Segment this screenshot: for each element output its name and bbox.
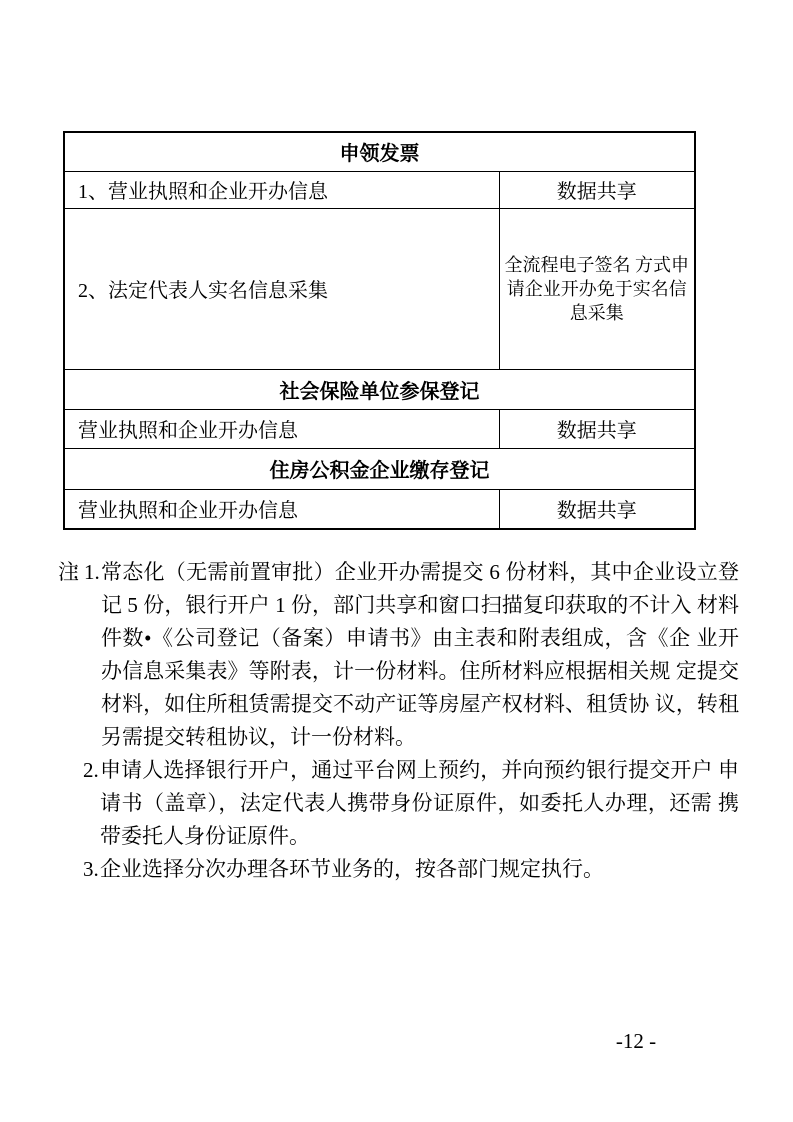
item-cell: 营业执照和企业开办信息 <box>64 489 499 529</box>
table-row <box>64 409 695 448</box>
note-text: 申请人选择银行开户，通过平台网上预约，并向预约银行提交开户 申请书（盖章），法定代表人携带身份证原件，如委托人办理，还需 携带委托人身份证原件。 <box>100 758 739 848</box>
note-item-2 <box>58 754 739 853</box>
notes-section <box>58 556 739 886</box>
table-row <box>64 208 695 369</box>
table-section-header-row <box>64 132 695 171</box>
table-row <box>64 489 695 529</box>
note-number: 1. <box>84 560 100 584</box>
note-text: 常态化（无需前置审批）企业开办需提交 6 份材料，其中企业设立登 记 5 份，银行开户 1 份，部门共享和窗口扫描复印获取的不计入 材料件数•《公司登记（备案）申请书》由主表和附表组成，含《企 业开办信息采集表》等附表，计一份材料。住所材料应根据相关规 定提交材料，如住所租赁需提交不动产证等房屋产权材料、租赁协 议，转租另需提交转租协议，计一份材料。 <box>101 560 739 749</box>
section-header-housing-fund: 住房公积金企业缴存登记 <box>64 448 695 489</box>
table-row <box>64 171 695 208</box>
note-label: 注： <box>58 560 84 584</box>
item-cell: 2、法定代表人实名信息采集 <box>64 208 499 369</box>
section-header-invoice: 申领发票 <box>64 132 695 171</box>
value-cell: 数据共享 <box>499 409 695 448</box>
note-number: 2. <box>83 758 99 782</box>
value-cell: 数据共享 <box>499 489 695 529</box>
section-header-social-insurance: 社会保险单位参保登记 <box>64 369 695 409</box>
page-number: -12 - <box>615 1029 657 1053</box>
note-text: 企业选择分次办理各环节业务的，按各部门规定执行。 <box>100 857 604 881</box>
table-section-header-row <box>64 369 695 409</box>
note-item-3 <box>58 853 739 886</box>
table-section-header-row <box>64 448 695 489</box>
value-cell: 数据共享 <box>499 171 695 208</box>
item-cell: 1、营业执照和企业开办信息 <box>64 171 499 208</box>
note-number: 3. <box>83 857 99 881</box>
note-item-1 <box>58 556 739 754</box>
value-cell: 全流程电子签名 方式申请企业开办免于实名信息采集 <box>499 208 695 369</box>
item-cell: 营业执照和企业开办信息 <box>64 409 499 448</box>
enterprise-setup-materials-table <box>63 131 696 530</box>
